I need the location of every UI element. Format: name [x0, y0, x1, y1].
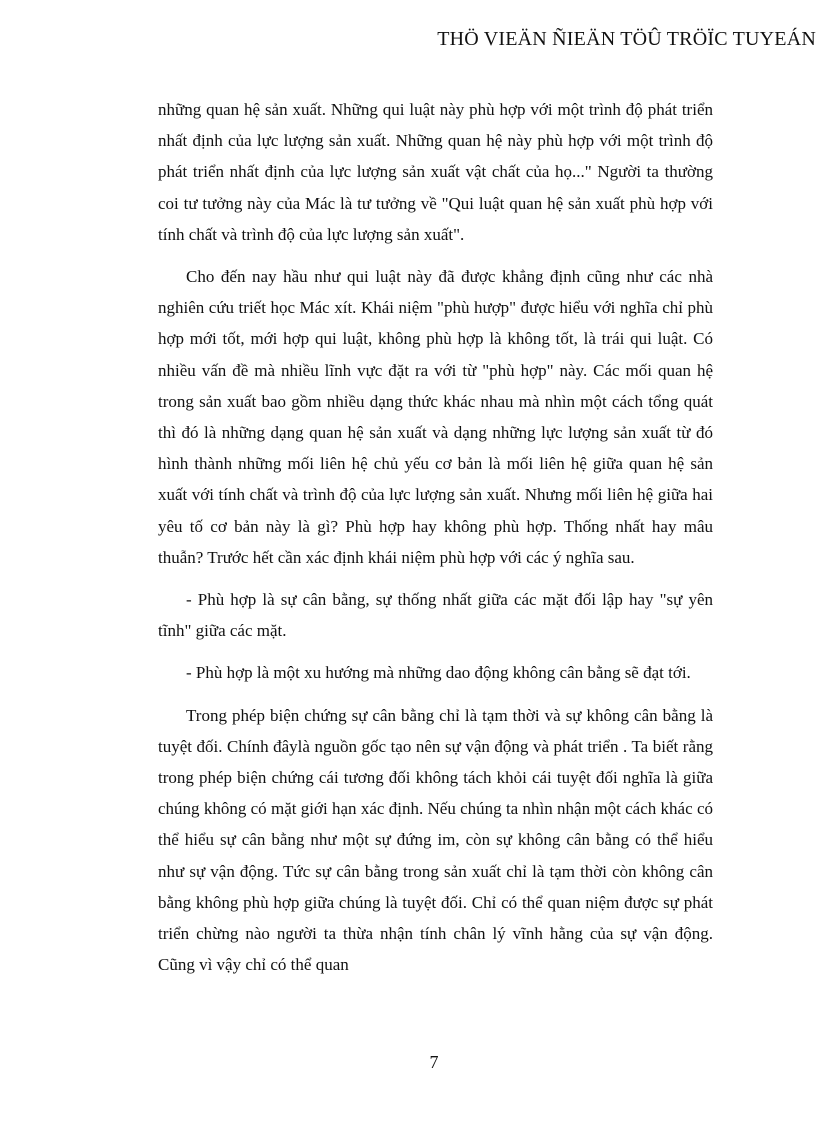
page-number: 7: [429, 1052, 439, 1072]
paragraph-bullet: - Phù hợp là một xu hướng mà những dao động không cân bằng sẽ đạt tới.: [186, 663, 691, 683]
paragraph-bullet: - Phù hợp là sự cân bằng, sự thống nhất giữa các mặt đối lập hay "sự yên tĩnh" giữa các mặt.: [158, 590, 713, 641]
paragraph: Trong phép biện chứng sự cân bằng chỉ là tạm thời và sự không cân bằng là tuyệt đối. Chính đâylà nguồn gốc tạo nên sự vận động và phát triển . Ta biết rằng trong phép biện chứng cái tương đối không tách khỏi cái tuyệt đối nghĩa là giữa chúng không có mặt giới hạn xác định. Nếu chúng ta nhìn nhận một cách khác có thể hiểu sự cân bằng như một sự đứng im, còn sự không cân bằng có thể hiểu như sự vận động. Tức sự cân bằng trong sản xuất chỉ là tạm thời còn không cân bằng không phù hợp giữa chúng là tuyệt đối. Chỉ có thể quan niệm được sự phát triển chừng nào người ta thừa nhận tính chân lý vĩnh hằng của sự vận động. Cũng vì vậy chỉ có thể quan: [158, 705, 713, 975]
body-text: [158, 94, 713, 980]
paragraph: Cho đến nay hầu như qui luật này đã được khẳng định cũng như các nhà nghiên cứu triết học Mác xít. Khái niệm "phù hượp" được hiểu với nghĩa chỉ phù hợp mới tốt, mới hợp qui luật, không phù hợp là không tốt, là trái qui luật. Có nhiều vấn đề mà nhiều lĩnh vực đặt ra với từ "phù hợp" này. Các mối quan hệ trong sản xuất bao gồm nhiều dạng thức khác nhau mà nhìn một cách tổng quát thì đó là những dạng quan hệ sản xuất và dạng những lực lượng sản xuất từ đó hình thành những mối liên hệ chủ yếu cơ bản là mối liên hệ giữa quan hệ sản xuất với tính chất và trình độ của lực lượng sản xuất. Nhưng mối liên hệ giữa hai yêu tố cơ bản này là gì? Phù hợp hay không phù hợp. Thống nhất hay mâu thuẫn? Trước hết cần xác định khái niệm phù hợp với các ý nghĩa sau.: [158, 267, 713, 567]
page-header: THÖ VIEÄN ÑIEÄN TÖÛ TRÖÏC TUYEÁN: [437, 28, 816, 50]
paragraph-continued: những quan hệ sản xuất. Những qui luật này phù hợp với một trình độ phát triển nhất định của lực lượng sản xuất. Những quan hệ này phù hợp với một trình độ phát triển nhất định của lực lượng sản xuất vật chất của họ..." Người ta thường coi tư tưởng này của Mác là tư tưởng về "Qui luật quan hệ sản xuất phù hợp với tính chất và trình độ của lực lượng sản xuất".: [158, 100, 713, 244]
